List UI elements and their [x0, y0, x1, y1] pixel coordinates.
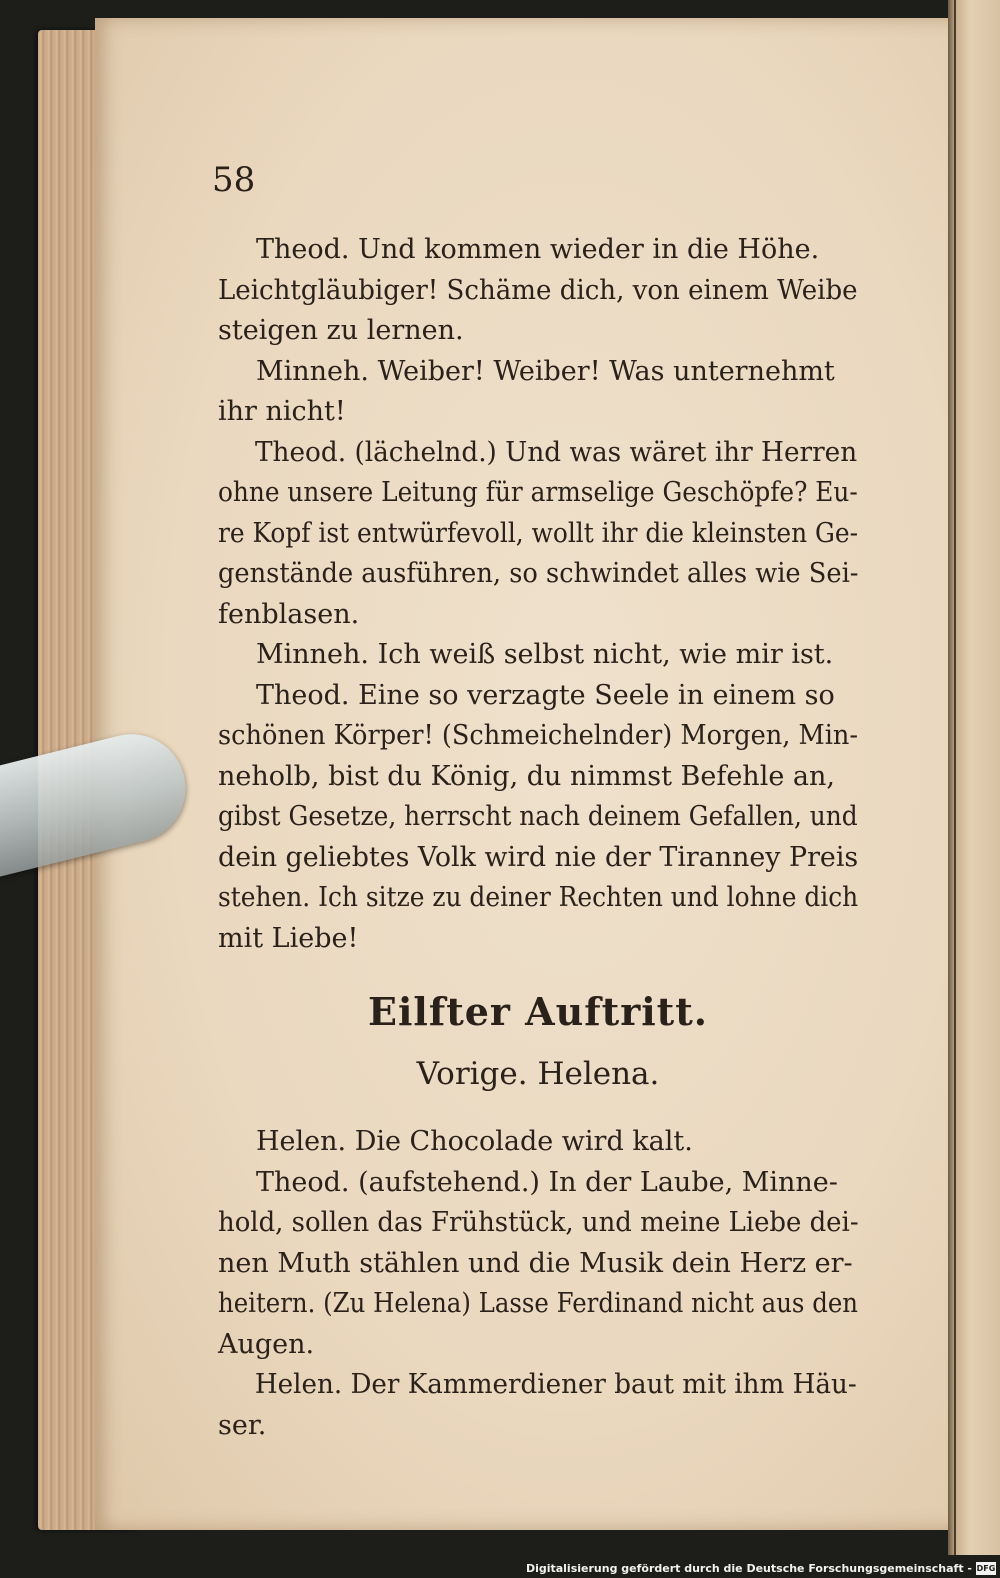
text-line: heitern. (Zu Helena) Lasse Ferdinand nicht aus den — [218, 1288, 858, 1319]
text-line: Theod. (lächelnd.) Und was wäret ihr Herren — [255, 436, 858, 468]
text-line: Minneh. Ich weiß selbst nicht, wie mir ist. — [256, 639, 834, 670]
text-line: gibst Gesetze, herrscht nach deinem Gefallen, und — [218, 801, 858, 832]
text-line: hold, sollen das Frühstück, und meine Liebe dei- — [218, 1207, 859, 1238]
text-lines-2 — [218, 1122, 858, 1446]
text-line: steigen zu lernen. — [218, 315, 464, 346]
text-line: dein geliebtes Volk wird nie der Tiranney Preis — [218, 841, 859, 873]
text-line: schönen Körper! (Schmeichelnder) Morgen, Min- — [218, 720, 859, 751]
funding-credit: Digitalisierung gefördert durch die Deutsche Forschungsgemeinschaft - — [525, 1562, 972, 1575]
text-line: genstände ausführen, so schwindet alles wie Sei- — [218, 558, 859, 589]
text-line: nen Muth stählen und die Musik dein Herz er- — [218, 1247, 853, 1279]
text-line: neholb, bist du König, du nimmst Befehle an, — [218, 760, 835, 792]
text-line: Leichtgläubiger! Schäme dich, von einem Weibe — [218, 274, 858, 306]
text-line: stehen. Ich sitze zu deiner Rechten und lohne dich — [218, 882, 859, 913]
text-line: Theod. Eine so verzagte Seele in einem so — [256, 679, 835, 711]
text-line: Minneh. Weiber! Weiber! Was unternehmt — [256, 355, 835, 387]
text-line: re Kopf ist entwürfevoll, wollt ihr die kleinsten Ge- — [218, 517, 858, 549]
dfg-logo-icon: DFG — [976, 1564, 996, 1573]
text-line: ihr nicht! — [218, 396, 346, 427]
scene-persons: Vorige. Helena. — [416, 1056, 660, 1092]
text-line: ser. — [218, 1409, 267, 1441]
text-line: fenblasen. — [218, 598, 360, 630]
text-line: Theod. Und kommen wieder in die Höhe. — [256, 234, 820, 265]
page-text — [218, 158, 858, 1446]
text-line: Augen. — [218, 1328, 315, 1360]
footer-bar — [0, 1556, 1000, 1578]
facing-page-edge — [948, 0, 1000, 1555]
page-number: 58 — [212, 160, 256, 200]
text-lines-1 — [218, 230, 858, 959]
scene-heading: Eilfter Auftritt. — [368, 989, 708, 1034]
text-line: Helen. Der Kammerdiener baut mit ihm Häu- — [254, 1369, 857, 1400]
text-line: ohne unsere Leitung für armselige Geschöpfe? Eu- — [218, 477, 858, 508]
text-line: mit Liebe! — [218, 922, 359, 954]
text-line: Helen. Die Chocolade wird kalt. — [256, 1126, 693, 1157]
text-line: Theod. (aufstehend.) In der Laube, Minne- — [256, 1166, 838, 1198]
